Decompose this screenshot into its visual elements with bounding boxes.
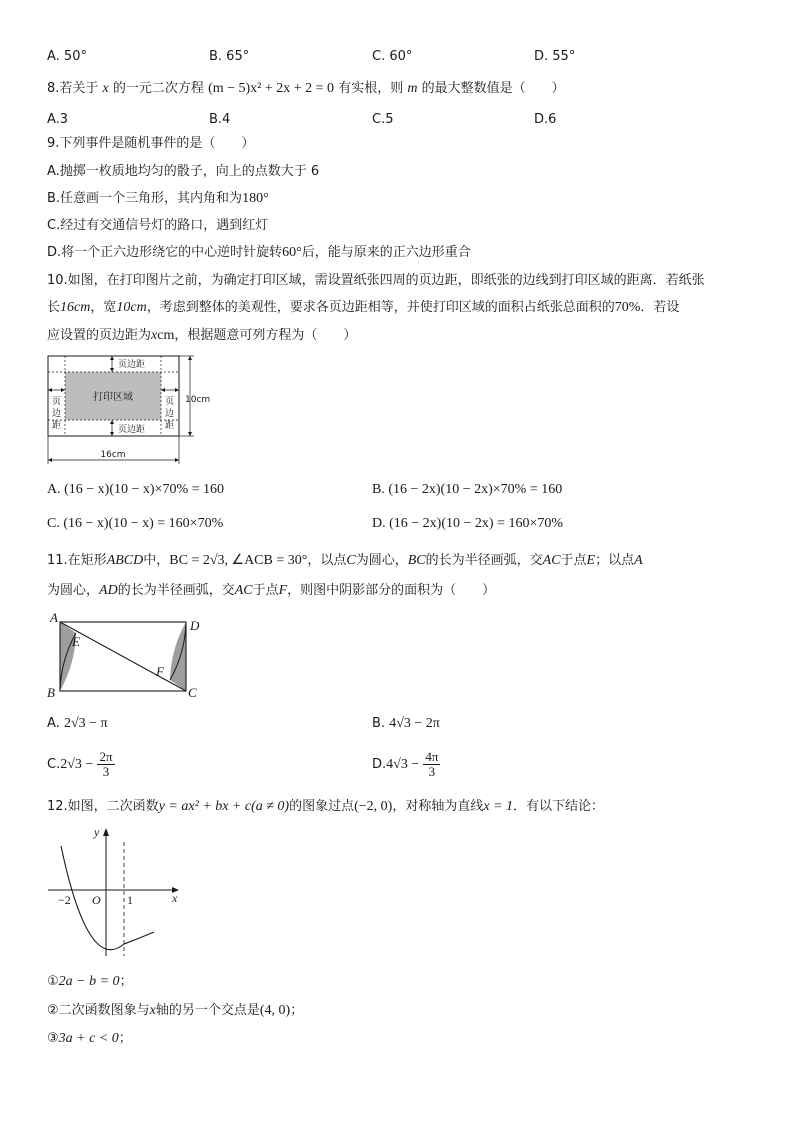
q11-rect-name: ABCD <box>106 553 144 568</box>
q11-line1 <box>47 551 643 571</box>
q10-line2-b: ，宽 <box>90 300 117 315</box>
q11-point-f: F <box>278 583 288 598</box>
left-margin-arrowhead-left <box>48 388 52 392</box>
q10-length: 16cm <box>60 300 91 315</box>
right-margin-label-3: 距 <box>165 421 175 431</box>
q9-option-d-a: D.将一个正六边形绕它的中心逆时针旋转 <box>47 245 283 260</box>
q9-option-b <box>47 189 269 209</box>
q9-option-a: A.抛掷一枚质地均匀的骰子，向上的点数大于 6 <box>47 164 320 179</box>
q11-line1-d: 为圆心， <box>355 553 408 568</box>
q12-conclusion-1 <box>47 972 133 992</box>
q10-line3-a: 应设置的页边距为 <box>47 328 152 343</box>
tick-label-1: 1 <box>127 893 133 907</box>
label-a: A <box>50 610 58 625</box>
q10-line2-a: 长 <box>47 300 61 315</box>
q10-option-a: A. (16 − x)(10 − x)×70% = 160 <box>47 482 225 497</box>
q11-option-d <box>372 750 440 780</box>
y-axis-label: y <box>94 825 100 839</box>
q11-point-c: C <box>346 553 356 568</box>
q11-option-d-prefix: D. <box>372 757 387 772</box>
q11-option-a <box>47 714 108 734</box>
q10-line2-d: ．若设 <box>640 300 680 315</box>
height-arrowhead-down <box>188 432 192 436</box>
q10-option-d: D. (16 − 2x)(10 − 2x) = 160×70% <box>372 516 564 531</box>
width-label: 16cm <box>100 450 126 460</box>
q11-line1-c: ，以点 <box>307 553 347 568</box>
bottom-margin-arrowhead-up <box>110 420 114 424</box>
q12-function: y = ax² + bx + c(a ≠ 0) <box>158 799 290 814</box>
q10-var-x: x <box>151 328 158 343</box>
q9-option-d-b: 后，能与原来的正六边形重合 <box>301 245 471 260</box>
q11-seg-ac-2: AC <box>234 583 253 598</box>
q9-stem: 9.下列事件是随机事件的是（ ） <box>47 136 255 151</box>
q11-option-c-prefix: C. <box>47 757 61 772</box>
top-margin-label: 页边距 <box>118 360 146 370</box>
q11-line2-b: 的长为半径画弧，交 <box>117 583 235 598</box>
right-margin-arrowhead-right <box>175 388 179 392</box>
q11-option-d-numerator: 4π <box>425 749 439 764</box>
label-d: D <box>190 618 200 633</box>
x-axis-label: x <box>172 891 178 905</box>
q12-c1-expr: 2a − b = 0 <box>58 974 120 989</box>
q10-line1: 10.如图，在打印图片之前，为确定打印区域，需设置纸张四周的页边距，即纸张的边线到打印区域的距离．若纸张 <box>47 273 705 288</box>
q11-line2-a: 为圆心， <box>47 583 100 598</box>
q11-option-c-numerator: 2π <box>99 749 113 764</box>
width-arrowhead-left <box>48 458 52 462</box>
q12-c2-point: (4, 0) <box>259 1003 291 1018</box>
bottom-margin-arrowhead-down <box>110 432 114 436</box>
print-area-label: 打印区域 <box>93 392 133 403</box>
left-margin-label-3: 距 <box>52 421 62 431</box>
q11-seg-ac: AC <box>542 553 561 568</box>
parabola-curve <box>61 846 154 950</box>
q7-option-c: C. 60° <box>372 49 413 64</box>
q11-line2 <box>47 581 495 601</box>
label-e: E <box>72 634 80 649</box>
right-margin-label-1: 页 <box>165 397 175 407</box>
q8-stem-a: 8.若关于 <box>47 81 99 96</box>
q12-axis-eq: x = 1 <box>483 799 514 814</box>
q11-point-e: E <box>586 553 596 568</box>
left-margin-label-2: 边 <box>52 409 62 419</box>
left-margin-label-1: 页 <box>52 397 62 407</box>
diagonal-ac <box>60 622 186 691</box>
q11-option-b <box>372 714 440 734</box>
q10-percent: 70% <box>614 300 641 315</box>
q10-line3 <box>47 326 356 346</box>
q11-seg-ad: AD <box>99 583 118 598</box>
q11-figure <box>44 610 204 704</box>
q8-option-b: B.4 <box>209 112 231 127</box>
q8-stem-d: 的最大整数值是（ ） <box>421 81 565 96</box>
label-c: C <box>188 685 197 700</box>
q10-line3-b: ，根据题意可列方程为（ ） <box>174 328 357 343</box>
q10-line2 <box>47 298 679 318</box>
q11-line2-c: 于点 <box>252 583 279 598</box>
q10-figure <box>44 352 214 468</box>
q11-option-c-denominator: 3 <box>102 764 110 779</box>
q12-c3-num: ③ <box>47 1031 59 1046</box>
q7-option-d: D. 55° <box>534 49 576 64</box>
q11-line1-b: 中， <box>143 553 170 568</box>
q11-line1-a: 11.在矩形 <box>47 553 107 568</box>
q9-option-d-value: 60° <box>282 245 302 260</box>
q12-c2-b: 轴的另一个交点是 <box>155 1003 260 1018</box>
q11-condition: BC = 2√3, ∠ACB = 30° <box>169 553 308 568</box>
q8-equation: (m − 5)x² + 2x + 2 = 0 <box>208 81 335 96</box>
q11-line1-e: 的长为半径画弧，交 <box>425 553 543 568</box>
shaded-region-right <box>170 622 186 691</box>
q11-option-b-prefix: B. <box>372 716 386 731</box>
q11-point-a: A <box>634 553 643 568</box>
q11-option-c-fraction <box>97 750 114 779</box>
q12-point: (−2, 0) <box>354 799 393 814</box>
q12-conclusion-3 <box>47 1029 132 1049</box>
q11-option-c-lead: 2√3 − <box>60 757 94 772</box>
q12-c1-end: ； <box>119 974 133 989</box>
q12-c3-end: ； <box>118 1031 132 1046</box>
q7-option-b: B. 65° <box>209 49 250 64</box>
top-margin-arrowhead-down <box>110 368 114 372</box>
q10-width: 10cm <box>116 300 147 315</box>
q12-graph <box>44 822 194 958</box>
q11-option-d-denominator: 3 <box>428 764 436 779</box>
left-margin-arrowhead-right <box>61 388 65 392</box>
label-f: F <box>156 664 164 679</box>
q10-option-b: B. (16 − 2x)(10 − 2x)×70% = 160 <box>372 482 563 497</box>
q11-option-b-expr: 4√3 − 2π <box>389 716 440 731</box>
q10-line2-c: ，考虑到整体的美观性，要求各页边距相等，并使打印区域的面积占纸张总面积的 <box>146 300 615 315</box>
q8-stem <box>47 79 565 99</box>
q7-option-a: A. 50° <box>47 49 87 64</box>
q10-option-c: C. (16 − x)(10 − x) = 160×70% <box>47 516 224 531</box>
top-margin-arrowhead-up <box>110 356 114 360</box>
q12-stem-c: ，对称轴为直线 <box>392 799 484 814</box>
q11-option-a-expr: 2√3 − π <box>63 716 108 731</box>
shaded-region-left <box>60 622 76 691</box>
q11-line1-g: ；以点 <box>595 553 635 568</box>
q10-unit: cm <box>157 328 175 343</box>
tick-label-neg2: −2 <box>58 893 71 907</box>
y-axis-arrow <box>103 828 109 836</box>
q8-option-a: A.3 <box>47 112 69 127</box>
q9-option-b-value: 180° <box>242 191 269 206</box>
q9-option-d <box>47 243 471 263</box>
q9-option-c: C.经过有交通信号灯的路口，遇到红灯 <box>47 218 269 233</box>
q12-conclusion-2 <box>47 1001 303 1021</box>
q11-option-d-lead: 4√3 − <box>386 757 420 772</box>
q12-stem <box>47 797 604 817</box>
q11-line2-d: ，则图中阴影部分的面积为（ ） <box>287 583 496 598</box>
label-b: B <box>47 685 55 700</box>
q9-option-b-text: B.任意画一个三角形，其内角和为 <box>47 191 243 206</box>
origin-label: O <box>92 893 101 907</box>
q12-stem-a: 12.如图，二次函数 <box>47 799 159 814</box>
q8-stem-b: 的一元二次方程 <box>112 81 204 96</box>
q8-var-x: x <box>102 81 109 96</box>
height-arrowhead-up <box>188 356 192 360</box>
q12-c2-var: x <box>149 1003 156 1018</box>
q11-seg-bc: BC <box>407 553 426 568</box>
q8-stem-c: 有实根，则 <box>338 81 404 96</box>
q12-c2-end: ； <box>290 1003 304 1018</box>
q12-stem-d: ．有以下结论： <box>513 799 605 814</box>
q12-c3-expr: 3a + c < 0 <box>58 1031 119 1046</box>
q11-option-c <box>47 750 115 780</box>
q12-c1-num: ① <box>47 974 59 989</box>
q11-option-d-fraction <box>423 750 440 779</box>
height-label: 10cm <box>185 395 211 405</box>
q8-var-m: m <box>407 81 418 96</box>
q12-c2-a: ②二次函数图象与 <box>47 1003 150 1018</box>
right-margin-label-2: 边 <box>165 409 175 419</box>
q8-option-d: D.6 <box>534 112 557 127</box>
q11-line1-f: 于点 <box>560 553 587 568</box>
q8-option-c: C.5 <box>372 112 394 127</box>
q11-option-a-prefix: A. <box>47 716 60 731</box>
q12-stem-b: 的图象过点 <box>289 799 355 814</box>
bottom-margin-label: 页边距 <box>118 425 146 435</box>
right-margin-arrowhead-left <box>161 388 165 392</box>
width-arrowhead-right <box>175 458 179 462</box>
